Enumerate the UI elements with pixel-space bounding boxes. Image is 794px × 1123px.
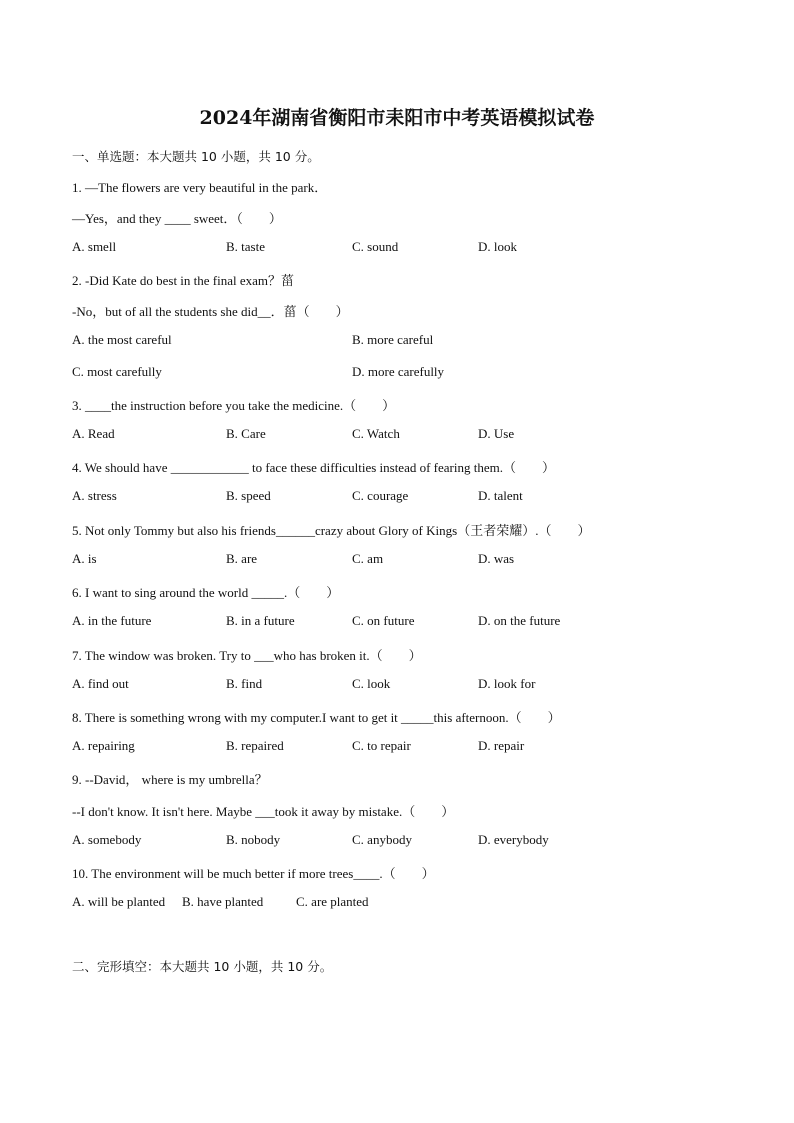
question-6-option-c: C. on future — [352, 613, 415, 628]
question-3-option-d: D. Use — [478, 426, 515, 441]
question-9-line-1: 9. --David， where is my umbrella？ — [72, 772, 268, 787]
question-5-line-1: 5. Not only Tommy but also his friends______crazy about Glory of Kings（王者荣耀）.（ ） — [72, 523, 591, 538]
question-9-option-b: B. nobody — [226, 832, 281, 847]
question-3-line-1: 3. ____the instruction before you take the medicine.（ ） — [72, 398, 396, 413]
question-7-line-1: 7. The window was broken. Try to ___who has broken it.（ ） — [72, 648, 422, 663]
section-heading-cloze: 二、完形填空：本大题共 10 小题，共 10 分。 — [72, 959, 333, 974]
question-7-option-a: A. find out — [72, 676, 129, 691]
question-8-option-d: D. repair — [478, 738, 525, 753]
question-4-option-b: B. speed — [226, 488, 271, 503]
question-1-line-2: —Yes，and they ____ sweet．（ ） — [72, 211, 282, 226]
question-2-option-a: A. the most careful — [72, 332, 172, 347]
question-4-option-d: D. talent — [478, 488, 523, 503]
question-1-option-d: D. look — [478, 239, 517, 254]
question-9-option-d: D. everybody — [478, 832, 549, 847]
question-10-line-1: 10. The environment will be much better if more trees____.（ ） — [72, 866, 435, 881]
question-2-line-1: 2. -Did Kate do best in the final exam？菑 — [72, 273, 295, 288]
question-5-option-a: A. is — [72, 551, 97, 566]
question-10-option-b: B. have planted — [182, 894, 264, 909]
question-6-option-b: B. in a future — [226, 613, 295, 628]
question-1-option-c: C. sound — [352, 239, 399, 254]
question-5-option-b: B. are — [226, 551, 258, 566]
question-5-option-c: C. am — [352, 551, 384, 566]
question-9-option-c: C. anybody — [352, 832, 412, 847]
question-6-option-a: A. in the future — [72, 613, 152, 628]
question-5-option-d: D. was — [478, 551, 515, 566]
question-4-line-1: 4. We should have ____________ to face these difficulties instead of fearing them.（ ） — [72, 460, 555, 475]
question-4-option-c: C. courage — [352, 488, 409, 503]
question-2-option-c: C. most carefully — [72, 364, 162, 379]
page-title: 2024年湖南省衡阳市耒阳市中考英语模拟试卷 — [199, 107, 595, 129]
question-6-option-d: D. on the future — [478, 613, 561, 628]
question-9-line-2: --I don't know. It isn't here. Maybe ___took it away by mistake.（ ） — [72, 804, 455, 819]
question-10-option-c: C. are planted — [296, 894, 369, 909]
question-7-option-c: C. look — [352, 676, 391, 691]
question-8-option-a: A. repairing — [72, 738, 135, 753]
question-6-line-1: 6. I want to sing around the world _____.（ ） — [72, 585, 340, 600]
question-8-option-b: B. repaired — [226, 738, 284, 753]
question-4-option-a: A. stress — [72, 488, 117, 503]
question-3-option-a: A. Read — [72, 426, 115, 441]
question-1-option-a: A. smell — [72, 239, 117, 254]
question-3-option-b: B. Care — [226, 426, 266, 441]
question-3-option-c: C. Watch — [352, 426, 400, 441]
question-2-option-b: B. more careful — [352, 332, 434, 347]
question-8-option-c: C. to repair — [352, 738, 411, 753]
question-2-line-2: -No，but of all the students she did__．菑（ ） — [72, 304, 349, 319]
question-9-option-a: A. somebody — [72, 832, 142, 847]
question-1-option-b: B. taste — [226, 239, 265, 254]
section-heading-single-choice: 一、单选题：本大题共 10 小题，共 10 分。 — [72, 149, 320, 164]
question-1-line-1: 1. —The flowers are very beautiful in the park． — [72, 180, 328, 195]
question-2-option-d: D. more carefully — [352, 364, 445, 379]
question-7-option-b: B. find — [226, 676, 263, 691]
question-10-option-a: A. will be planted — [72, 894, 166, 909]
question-7-option-d: D. look for — [478, 676, 536, 691]
question-8-line-1: 8. There is something wrong with my computer.I want to get it _____this afternoon.（ ） — [72, 710, 561, 725]
